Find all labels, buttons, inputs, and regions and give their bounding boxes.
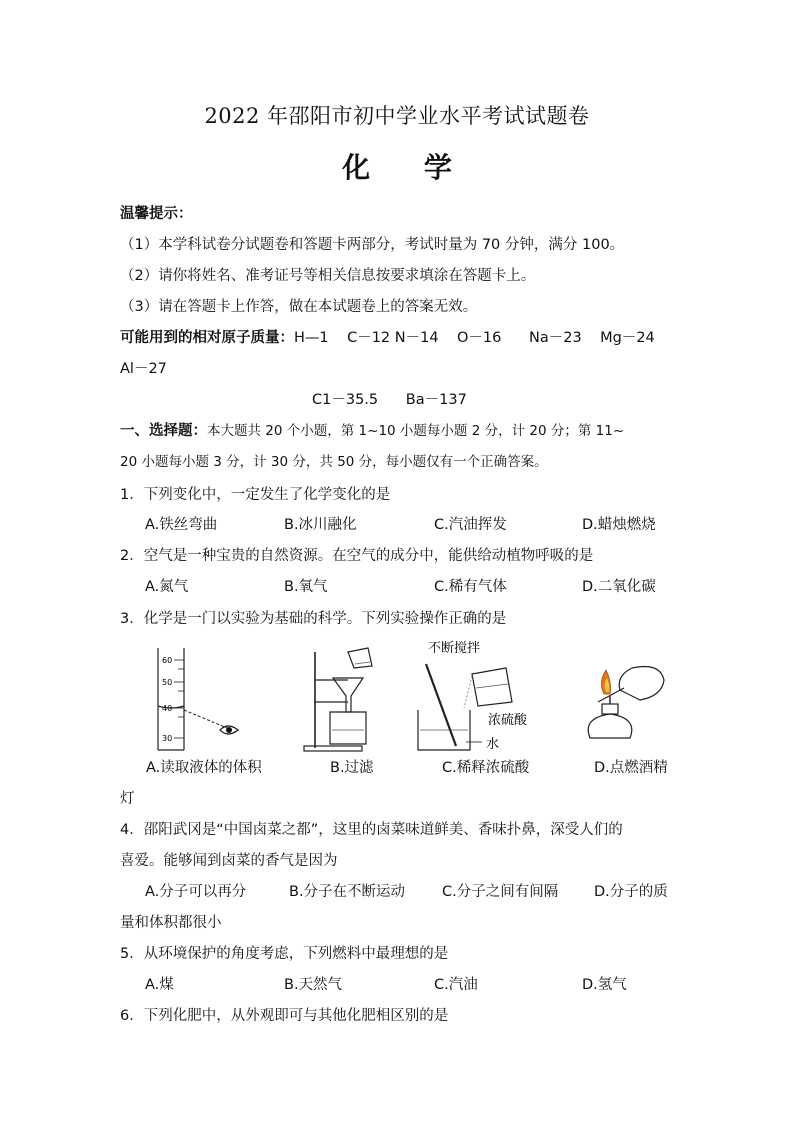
exam-title: 2022 年邵阳市初中学业水平考试试题卷 bbox=[204, 104, 590, 128]
q5-option-c: C.汽油 bbox=[434, 977, 478, 993]
q3-option-a: A.读取液体的体积 bbox=[146, 760, 262, 776]
cylinder-tick-60: 60 bbox=[162, 656, 173, 665]
q5-option-b: B.天然气 bbox=[284, 977, 343, 993]
q1-option-a: A.铁丝弯曲 bbox=[145, 517, 218, 533]
q1-stem: 1．下列变化中，一定发生了化学变化的是 bbox=[120, 487, 391, 503]
section1-line1 bbox=[120, 419, 624, 440]
acid-label: 浓硫酸 bbox=[488, 713, 528, 728]
section1-heading: 一、选择题： bbox=[120, 423, 207, 439]
atomic-mass-line1 bbox=[120, 326, 655, 347]
q4-option-a: A.分子可以再分 bbox=[145, 884, 247, 900]
water-label: 水 bbox=[486, 737, 500, 752]
subject-title: 化 学 bbox=[342, 151, 474, 184]
q4-option-d: D.分子的质 bbox=[594, 884, 668, 900]
graduated-cylinder-figure bbox=[158, 648, 238, 750]
q4-option-d-wrap: 量和体积都很小 bbox=[120, 915, 222, 931]
q2-option-c: C.稀有气体 bbox=[434, 579, 507, 595]
q6-stem: 6．下列化肥中，从外观即可与其他化肥相区别的是 bbox=[120, 1008, 449, 1024]
q1-option-d: D.蜡烛燃烧 bbox=[582, 517, 656, 533]
q2-option-b: B.氧气 bbox=[284, 579, 328, 595]
cylinder-tick-30: 30 bbox=[162, 734, 173, 743]
q5-option-a: A.煤 bbox=[145, 977, 174, 993]
q3-stem: 3．化学是一门以实验为基础的科学。下列实验操作正确的是 bbox=[120, 611, 507, 627]
flame-icon bbox=[601, 670, 610, 694]
section1-desc2: 20 小题每小题 3 分，计 30 分，共 50 分，每小题仅有一个正确答案。 bbox=[120, 454, 548, 470]
tip-1: （1）本学科试卷分试题卷和答题卡两部分，考试时量为 70 分钟，满分 100。 bbox=[120, 237, 625, 253]
cylinder-tick-50: 50 bbox=[162, 678, 173, 687]
q4-stem-line2: 喜爱。能够闻到卤菜的香气是因为 bbox=[120, 853, 338, 869]
tip-2: （2）请你将姓名、准考证号等相关信息按要求填涂在答题卡上。 bbox=[120, 268, 536, 284]
atomic-mass-values: H—1 C－12 N－14 O－16 Na－23 Mg－24 bbox=[294, 330, 655, 346]
atomic-mass-line2: Al－27 bbox=[120, 361, 167, 377]
eye-icon bbox=[220, 726, 238, 734]
q1-option-b: B.冰川融化 bbox=[284, 517, 357, 533]
q3-option-d-wrap: 灯 bbox=[120, 791, 135, 807]
filtration-figure bbox=[304, 648, 372, 751]
q4-option-c: C.分子之间有间隔 bbox=[442, 884, 559, 900]
q4-option-b: B.分子在不断运动 bbox=[289, 884, 406, 900]
q2-option-d: D.二氧化碳 bbox=[582, 579, 656, 595]
q3-option-b: B.过滤 bbox=[330, 760, 374, 776]
q3-option-c: C.稀释浓硫酸 bbox=[442, 760, 530, 776]
q3-option-d: D.点燃酒精 bbox=[594, 760, 668, 776]
atomic-mass-line3: C1－35.5 Ba－137 bbox=[312, 392, 467, 408]
tips-heading: 温馨提示： bbox=[120, 206, 193, 222]
alcohol-lamp-figure bbox=[588, 667, 664, 739]
atomic-mass-label: 可能用到的相对原子质量： bbox=[120, 330, 294, 346]
cylinder-tick-40: 40 bbox=[162, 704, 173, 713]
stir-label: 不断搅拌 bbox=[428, 641, 481, 656]
tip-3: （3）请在答题卡上作答，做在本试题卷上的答案无效。 bbox=[120, 299, 478, 315]
dilution-figure bbox=[418, 640, 528, 752]
q5-stem: 5．从环境保护的角度考虑，下列燃料中最理想的是 bbox=[120, 946, 449, 962]
q1-option-c: C.汽油挥发 bbox=[434, 517, 507, 533]
q3-figure bbox=[120, 638, 690, 758]
section1-desc1: 本大题共 20 个小题，第 1~10 小题每小题 2 分，计 20 分；第 11~ bbox=[207, 423, 625, 439]
q2-option-a: A.氮气 bbox=[145, 579, 189, 595]
q5-option-d: D.氢气 bbox=[582, 977, 627, 993]
q2-stem: 2．空气是一种宝贵的自然资源。在空气的成分中，能供给动植物呼吸的是 bbox=[120, 548, 594, 564]
q4-stem-line1: 4．邵阳武冈是“中国卤菜之都”，这里的卤菜味道鲜美、香味扑鼻，深受人们的 bbox=[120, 822, 623, 838]
